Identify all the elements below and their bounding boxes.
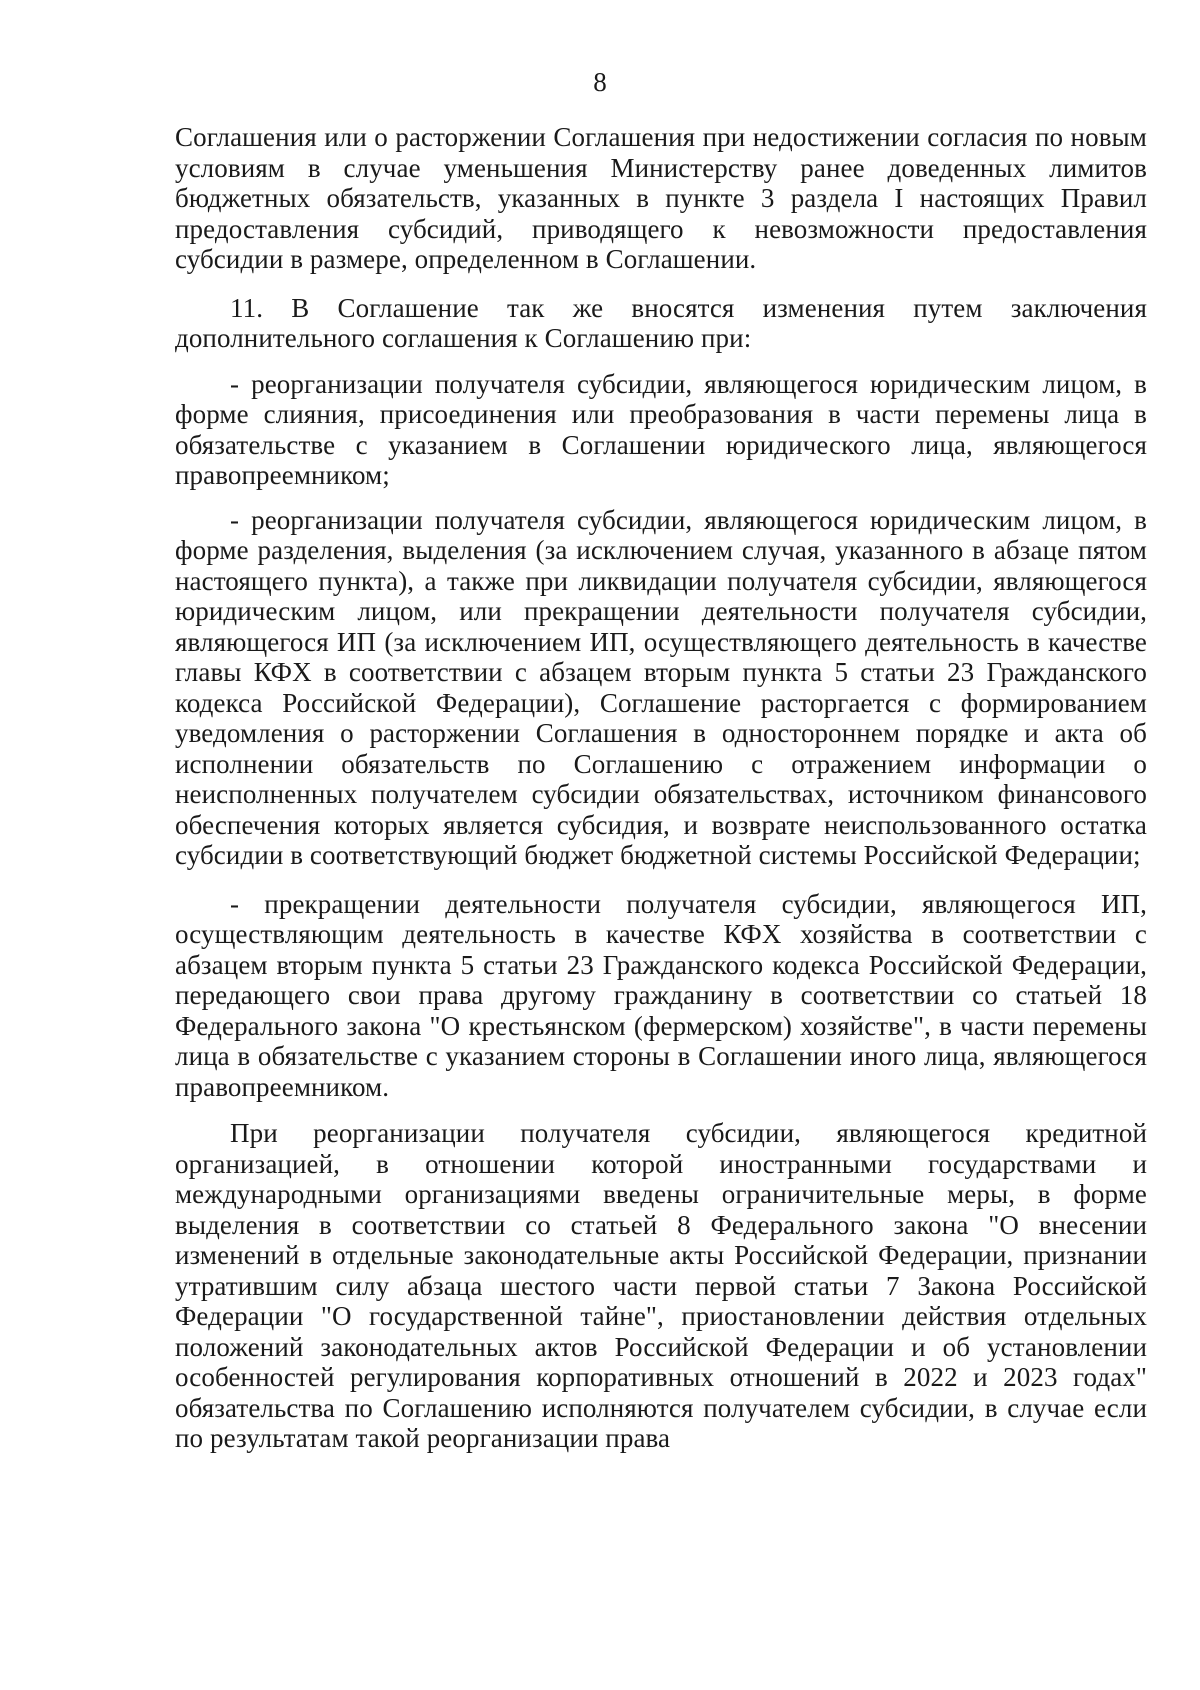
paragraph-continuation: Соглашения или о расторжении Соглашения при недостижении согласия по новым условиям в случае уменьшения Министерству ранее доведенных лимитов бюджетных обязательств, указанных в пункте 3 раздела I настоящих Правил предоставления субсидий, приводящего к невозможности предоставления субсидии в размере, определенном в Соглашении.: [175, 122, 1147, 274]
paragraph-clause-11: 11. В Соглашение так же вносятся изменения путем заключения дополнительного соглашения к Соглашению при:: [175, 292, 1147, 353]
paragraph-credit-organization: При реорганизации получателя субсидии, являющегося кредитной организацией, в отношении которой иностранными государствами и международными организациями введены ограничительные меры, в форме выделения в соответствии со статьей 8 Федерального закона "О внесении изменений в отдельные законодательные акты Российской Федерации, признании утратившим силу абзаца шестого части первой статьи 7 Закона Российской Федерации "О государственной тайне", приостановлении действия отдельных положений законодательных актов Российской Федерации и об установлении особенностей регулирования корпоративных отношений в 2022 и 2023 годах" обязательства по Соглашению исполняются получателем субсидии, в случае если по результатам такой реорганизации права: [175, 1118, 1147, 1453]
list-item-division-liquidation: - реорганизации получателя субсидии, являющегося юридическим лицом, в форме разделения, выделения (за исключением случая, указанного в абзаце пятом настоящего пункта), а также при ликвидации получателя субсидии, являющегося юридическим лицом, или прекращении деятельности получателя субсидии, являющегося ИП (за исключением ИП, осуществляющего деятельность в качестве главы КФХ в соответствии с абзацем вторым пункта 5 статьи 23 Гражданского кодекса Российской Федерации), Соглашение расторгается с формированием уведомления о расторжении Соглашения в одностороннем порядке и акта об исполнении обязательств по Соглашению с отражением информации о неисполненных получателем субсидии обязательствах, источником финансового обеспечения которых является субсидия, и возврате неиспользованного остатка субсидии в соответствующий бюджет бюджетной системы Российской Федерации;: [175, 504, 1147, 870]
page-number: 8: [593, 67, 607, 97]
document-body: [175, 122, 1147, 1454]
list-item-merger-reorganization: - реорганизации получателя субсидии, являющегося юридическим лицом, в форме слияния, присоединения или преобразования в части перемены лица в обязательстве с указанием в Соглашении юридического лица, являющегося правопреемником;: [175, 368, 1147, 490]
list-item-kfh-termination: - прекращении деятельности получателя субсидии, являющегося ИП, осуществляющим деятельность в качестве КФХ хозяйства в соответствии с абзацем вторым пункта 5 статьи 23 Гражданского кодекса Российской Федерации, передающего свои права другому гражданину в соответствии со статьей 18 Федерального закона "О крестьянском (фермерском) хозяйстве", в части перемены лица в обязательстве с указанием стороны в Соглашении иного лица, являющегося правопреемником.: [175, 888, 1147, 1102]
